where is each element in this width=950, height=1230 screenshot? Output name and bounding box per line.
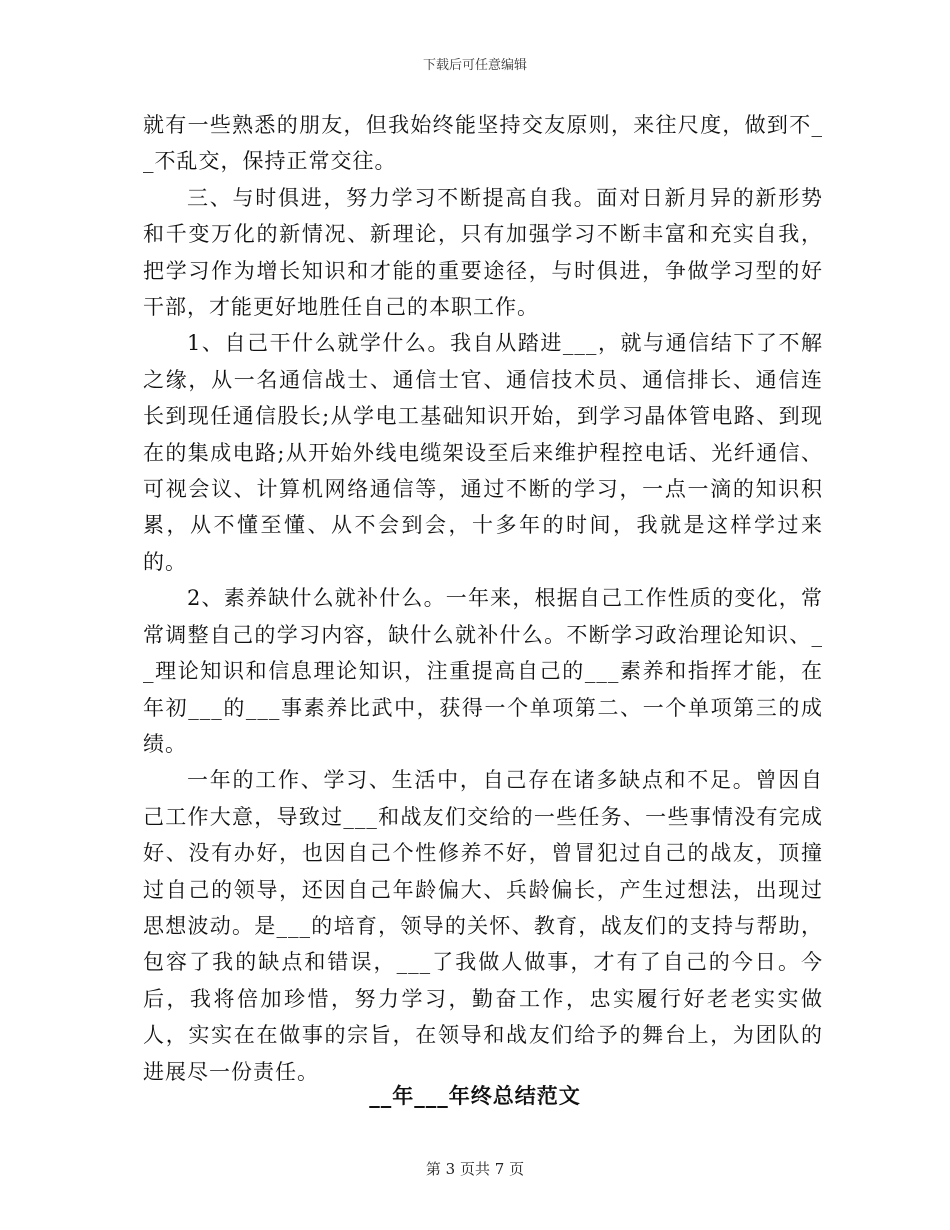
paragraph-point-one: 1、自己干什么就学什么。我自从踏进___，就与通信结下了不解之缘，从一名通信战士、通信士官、通信技术员、通信排长、通信连长到现任通信股长;从学电工基础知识开始，到学习晶体管电路、到现在的集成电路;从开始外线电缆架设至后来维护程控电话、光纤通信、可视会议、计算机网络通信等，通过不断的学习，一点一滴的知识积累，从不懂至懂、从不会到会，十多年的时间，我就是这样学过来的。 bbox=[143, 331, 823, 574]
section-title: __年___年终总结范文 bbox=[369, 1083, 581, 1108]
page-header: 下载后可任意编辑 bbox=[422, 58, 527, 73]
paragraph-shortcomings: 一年的工作、学习、生活中，自己存在诸多缺点和不足。曾因自己工作大意，导致过___和战友们交给的一些任务、一些事情没有完成好、没有办好，也因自己个性修养不好，曾冒犯过自己的战友，顶撞过自己的领导，还因自己年龄偏大、兵龄偏长，产生过想法，出现过思想波动。是___的培育，领导的关怀、教育，战友们的支持与帮助，包容了我的缺点和错误，___了我做人做事，才有了自己的今日。今后，我将倍加珍惜，努力学习，勤奋工作，忠实履行好老老实实做人，实实在在做事的宗旨，在领导和战友们给予的舞台上，为团队的进展尽一份责任。 bbox=[143, 768, 823, 1084]
paragraph-section-three: 三、与时俱进，努力学习不断提高自我。面对日新月异的新形势和千变万化的新情况、新理论，只有加强学习不断丰富和充实自我，把学习作为增长知识和才能的重要途径，与时俱进，争做学习型的好干部，才能更好地胜任自己的本职工作。 bbox=[143, 185, 823, 320]
paragraph-continuation: 就有一些熟悉的朋友，但我始终能坚持交友原则，来往尺度，做到不__不乱交，保持正常交往。 bbox=[143, 113, 823, 174]
document-body bbox=[143, 107, 823, 1090]
paragraph-point-two: 2、素养缺什么就补什么。一年来，根据自己工作性质的变化，常常调整自己的学习内容，缺什么就补什么。不断学习政治理论知识、__理论知识和信息理论知识，注重提高自己的___素养和指挥才能，在年初___的___事素养比武中，获得一个单项第二、一个单项第三的成绩。 bbox=[143, 586, 823, 756]
page-footer: 第 3 页共 7 页 bbox=[425, 1160, 525, 1178]
